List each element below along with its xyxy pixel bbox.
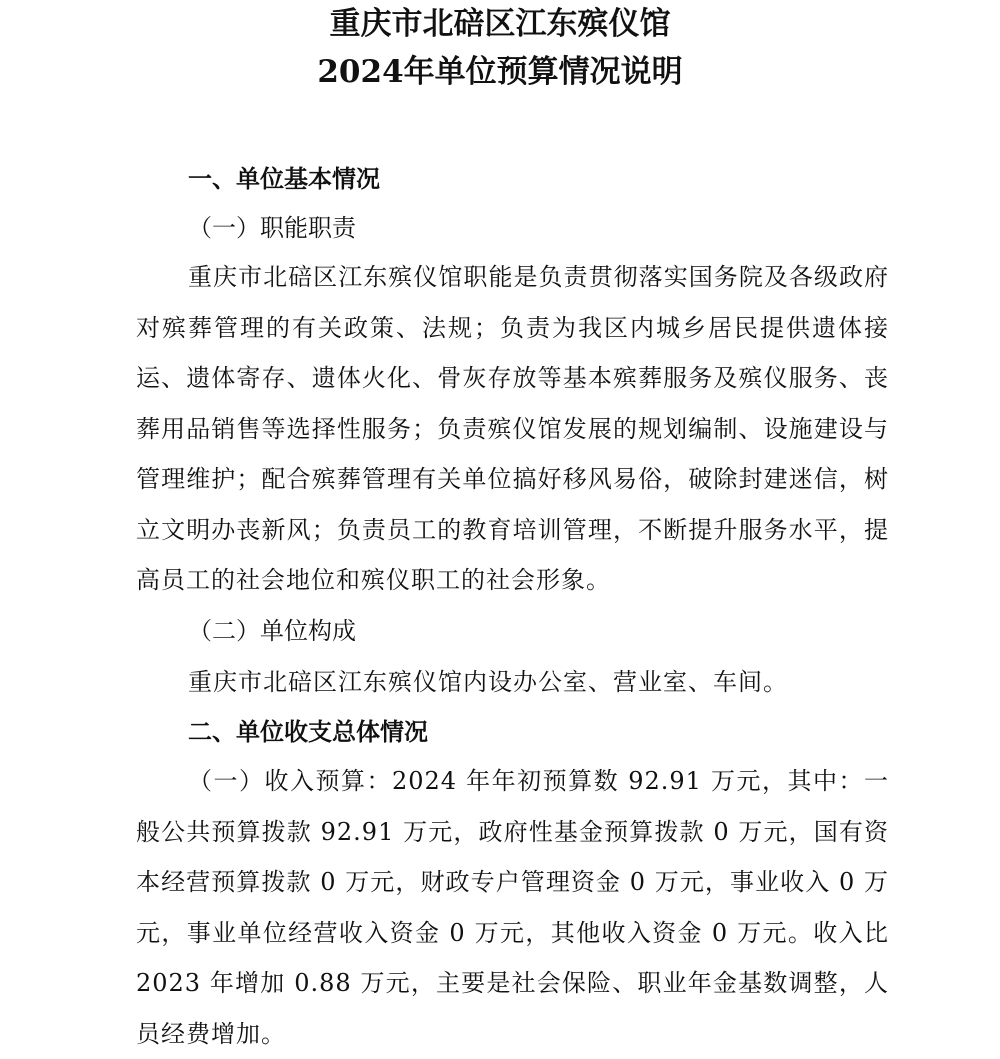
section1-sub2-heading: （二）单位构成	[188, 617, 356, 645]
document-title-line2: 2024年单位预算情况说明	[317, 54, 683, 90]
section1-sub1-paragraph: 重庆市北碚区江东殡仪馆职能是负责贯彻落实国务院及各级政府对殡葬管理的有关政策、法规；负责为我区内城乡居民提供遗体接运、遗体寄存、遗体火化、骨灰存放等基本殡葬服务及殡仪服务、丧葬用品销售等选择性服务；负责殡仪馆发展的规划编制、设施建设与管理维护；配合殡葬管理有关单位搞好移风易俗，破除封建迷信，树立文明办丧新风；负责员工的教育培训管理，不断提升服务水平，提高员工的社会地位和殡仪职工的社会形象。	[136, 263, 889, 594]
section2-sub1-paragraph: （一）收入预算：2024 年年初预算数 92.91 万元，其中：一般公共预算拨款 92.91 万元，政府性基金预算拨款 0 万元，国有资本经营预算拨款 0 万元，财政专户管理资金 0 万元，事业收入 0 万元，事业单位经营收入资金 0 万元，其他收入资金 0 万元。收入比2023 年增加 0.88 万元，主要是社会保险、职业年金基数调整，人员经费增加。	[136, 767, 889, 1048]
document-title-line1: 重庆市北碚区江东殡仪馆	[329, 6, 671, 42]
section1-heading: 一、单位基本情况	[188, 164, 380, 193]
section2-heading: 二、单位收支总体情况	[188, 717, 428, 746]
section1-sub2-paragraph: 重庆市北碚区江东殡仪馆内设办公室、营业室、车间。	[188, 668, 788, 696]
section1-sub1-heading: （一）职能职责	[188, 214, 356, 242]
